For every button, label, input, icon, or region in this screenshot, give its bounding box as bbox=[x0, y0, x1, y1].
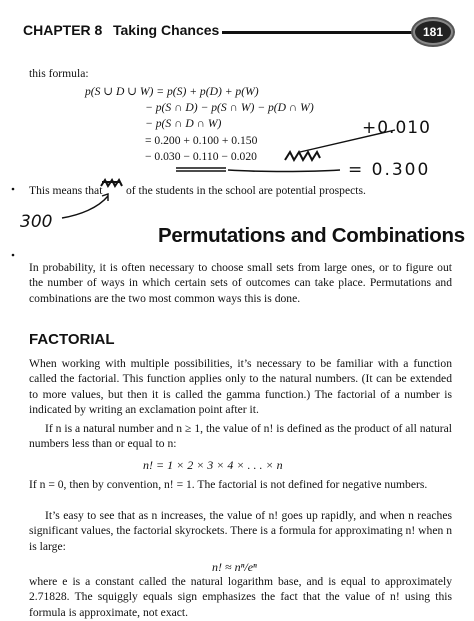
factorial-paragraph-3: If n = 0, then by convention, n! = 1. The factorial is not defined for negative numbers. bbox=[29, 478, 428, 491]
factorial-heading: FACTORIAL bbox=[29, 331, 115, 348]
prospects-sentence-end: of the students in the school are potential prospects. bbox=[126, 184, 366, 197]
formula-line-3: − p(S ∩ D ∩ W) bbox=[145, 117, 222, 130]
formula-intro: this formula: bbox=[29, 67, 89, 80]
handwritten-plus-note: +0.010 bbox=[362, 118, 431, 138]
formula-line-5: − 0.030 − 0.110 − 0.020 bbox=[145, 150, 257, 163]
factorial-equation: n! = 1 × 2 × 3 × 4 × . . . × n bbox=[143, 458, 283, 472]
handwritten-margin-note: 300 bbox=[20, 212, 53, 232]
factorial-paragraph-2: If n is a natural number and n ≥ 1, the value of n! is defined as the product of all natural numbers less than or equal to n: bbox=[29, 422, 452, 451]
prospects-sentence-start: This means that bbox=[29, 184, 103, 197]
page-number: 181 bbox=[422, 25, 444, 39]
approximation-equation: n! ≈ nⁿ/eⁿ bbox=[212, 560, 257, 574]
formula-line-2: − p(S ∩ D) − p(S ∩ W) − p(D ∩ W) bbox=[145, 101, 314, 114]
section-title: Permutations and Combinations bbox=[158, 224, 465, 247]
margin-arrow bbox=[62, 196, 108, 218]
handwritten-equals-note: = 0.300 bbox=[348, 160, 431, 180]
scribble-mark bbox=[285, 152, 320, 160]
factorial-paragraph-5: where e is a constant called the natural logarithm base, and is equal to approximately 2.71828. The squiggly equals sign emphasizes the fact that the value of n! using this formula is approximate, not exact. bbox=[29, 575, 452, 619]
chapter-title: Taking Chances bbox=[113, 22, 220, 38]
formula-line-1: p(S ∪ D ∪ W) = p(S) + p(D) + p(W) bbox=[85, 85, 259, 98]
factorial-paragraph-4: It’s easy to see that as n increases, the value of n! goes up rapidly, and when n reaches significant values, the factorial skyrockets. There is a formula for approximating n! when n is large: bbox=[29, 509, 452, 553]
number-scribble bbox=[101, 180, 122, 186]
underline-scribble bbox=[176, 168, 340, 172]
chapter-label: CHAPTER 8 bbox=[23, 22, 103, 38]
formula-line-4: = 0.200 + 0.100 + 0.150 bbox=[145, 134, 258, 147]
section-intro: In probability, it is often necessary to choose small sets from large ones, or to figure out the number of ways in which certain sets of outcomes can take place. Permutations and combinations are the two most common ways this is done. bbox=[29, 261, 452, 305]
factorial-paragraph-1: When working with multiple possibilities, it’s necessary to be familiar with a function called the factorial. This function applies only to the natural numbers. (It can be extended to more values, but then it is called the gamma function.) The factorial of a number is indicated by writing an exclamation point after it. bbox=[29, 357, 452, 417]
